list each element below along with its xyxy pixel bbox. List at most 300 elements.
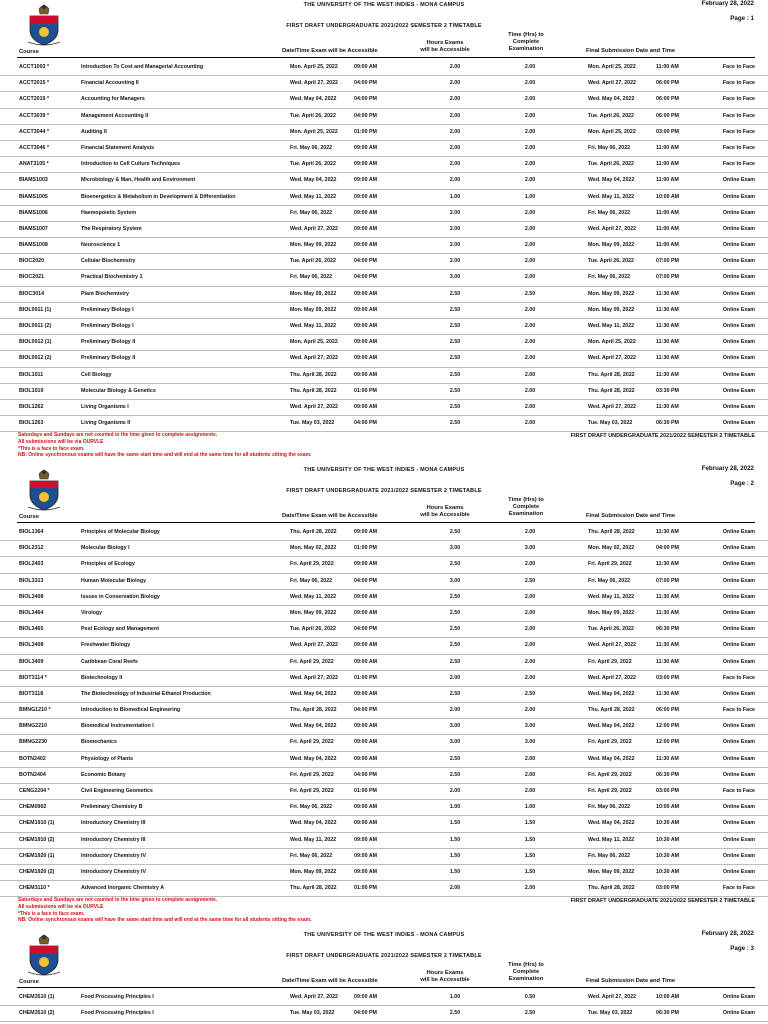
exam-time: 09:00 AM [354, 339, 378, 346]
submission-time: 11:30 AM [656, 755, 679, 762]
exam-mode: Online Exam [722, 1010, 755, 1017]
course-title: Preliminary Chemistry B [81, 804, 143, 811]
table-row [0, 735, 768, 751]
course-code: BIOL3313 [19, 577, 44, 584]
table-row [0, 60, 768, 76]
course-title: Principles of Molecular Biology [81, 529, 160, 535]
submission-date: Fri. May 06, 2022 [588, 852, 631, 859]
submission-date: Mon. May 09, 2022 [588, 242, 635, 249]
time-to-complete: 2.00 [524, 209, 536, 216]
submission-date: Mon. April 25, 2022 [588, 64, 636, 70]
course-code: ACCT1003 * [19, 64, 50, 70]
hours-accessible: 2.50 [449, 323, 461, 329]
course-code: ACCT3039 * [19, 112, 50, 119]
hours-accessible: 2.50 [449, 690, 461, 697]
table-row [0, 76, 768, 92]
submission-date: Mon. May 09, 2022 [588, 290, 635, 297]
exam-date: Thu. April 28, 2022 [290, 371, 337, 378]
hours-accessible: 1.50 [449, 836, 461, 843]
course-code: BMNG2210 [19, 723, 47, 730]
course-code: BIAMS1007 [19, 225, 48, 232]
exam-mode: Online Exam [722, 355, 755, 362]
submission-time: 06:00 PM [656, 707, 679, 714]
course-title: Caribbean Coral Reefs [81, 658, 138, 665]
submission-date: Wed. May 04, 2022 [588, 723, 635, 730]
submission-date: Thu. April 28, 2022 [588, 387, 635, 394]
exam-date: Mon. May 09, 2022 [290, 609, 337, 616]
time-to-complete: 3.00 [524, 723, 536, 730]
submission-time: 10:00 AM [656, 193, 680, 200]
exam-mode: Online Exam [722, 755, 755, 762]
table-row [0, 400, 768, 416]
submission-time: 03:00 PM [656, 674, 679, 681]
column-header-time-to-complete: Time (Hrs) to Complete Examination [508, 962, 544, 982]
timetable-page [0, 465, 768, 930]
submission-time: 06:30 PM [656, 420, 679, 427]
table-row [0, 125, 768, 141]
course-code: BIOL0011 (1) [19, 306, 52, 313]
exam-date: Wed. April 27, 2022 [290, 403, 338, 410]
course-title: Neuroscience 1 [81, 242, 121, 249]
course-title: Principles of Ecology [81, 561, 135, 568]
course-code: BMNG1210 * [19, 707, 51, 714]
submission-date: Thu. April 28, 2022 [588, 707, 635, 714]
exam-time: 01:00 PM [354, 674, 377, 681]
submission-time: 10:00 AM [656, 804, 680, 811]
table-row [0, 141, 768, 157]
course-title: Cellular Biochemistry [81, 258, 136, 265]
submission-time: 03:30 PM [656, 387, 679, 394]
submission-date: Thu. April 28, 2022 [588, 529, 635, 535]
course-title: Biotechnology II [81, 674, 123, 681]
course-code: CHEM1910 (1) [19, 820, 55, 827]
submission-date: Mon. May 09, 2022 [588, 868, 635, 875]
hours-accessible: 2.50 [449, 755, 461, 762]
table-row [0, 816, 768, 832]
table-row [0, 638, 768, 654]
time-to-complete: 1.50 [524, 868, 536, 875]
course-code: BIOL2312 [19, 545, 44, 552]
course-code: ACCT2019 * [19, 96, 50, 103]
table-row [0, 109, 768, 125]
exam-time: 01:00 PM [354, 885, 377, 892]
exam-time: 09:00 AM [354, 820, 378, 827]
course-title: Issues in Conservation Biology [81, 593, 160, 600]
course-code: BIOL3465 [19, 626, 44, 633]
hours-accessible: 2.50 [449, 658, 461, 665]
table-row [0, 541, 768, 557]
exam-date: Tue. April 26, 2022 [290, 258, 336, 265]
exam-date: Wed. May 04, 2022 [290, 177, 337, 184]
course-title: Civil Engineering Geometics [81, 788, 153, 794]
table-row [0, 990, 768, 1006]
table-row [0, 335, 768, 351]
exam-time: 04:00 PM [354, 707, 377, 714]
exam-time: 09:00 AM [354, 290, 378, 297]
exam-mode: Online Exam [722, 868, 755, 875]
time-to-complete: 2.50 [524, 577, 536, 584]
course-title: Preliminary Biology I [81, 323, 134, 329]
header-rule [17, 987, 755, 988]
exam-date: Mon. May 09, 2022 [290, 290, 337, 297]
table-row [0, 687, 768, 703]
exam-mode: Online Exam [722, 804, 755, 811]
time-to-complete: 2.00 [524, 144, 536, 151]
course-title: Auditing II [81, 128, 107, 135]
exam-mode: Face to Face [722, 80, 755, 87]
course-code: BIAMS1008 [19, 242, 48, 249]
submission-date: Wed. May 04, 2022 [588, 690, 635, 697]
exam-date: Wed. April 27, 2022 [290, 642, 338, 649]
submission-date: Wed. April 27, 2022 [588, 225, 636, 232]
exam-time: 09:00 AM [354, 209, 378, 216]
time-to-complete: 2.00 [524, 128, 536, 135]
time-to-complete: 2.00 [524, 609, 536, 616]
submission-date: Wed. May 04, 2022 [588, 96, 635, 103]
column-header-time-to-complete: Time (Hrs) to Complete Examination [508, 32, 544, 52]
exam-time: 09:00 AM [354, 306, 378, 313]
exam-date: Fri. May 06, 2022 [290, 852, 333, 859]
course-title: Food Processing Principles I [81, 994, 154, 1000]
exam-time: 09:00 AM [354, 836, 378, 843]
course-title: Introduction To Cost and Managerial Accounting [81, 64, 204, 70]
submission-date: Tue. May 03, 2022 [588, 420, 633, 427]
submission-date: Tue. April 26, 2022 [588, 161, 634, 168]
time-to-complete: 3.00 [524, 739, 536, 746]
exam-time: 09:00 AM [354, 723, 378, 730]
course-title: Management Accounting II [81, 112, 149, 119]
table-row [0, 525, 768, 541]
submission-date: Fri. April 29, 2022 [588, 771, 632, 778]
submission-time: 11:00 AM [656, 242, 679, 249]
hours-accessible: 2.50 [449, 420, 461, 427]
table-row [0, 368, 768, 384]
course-title: Living Organisms I [81, 403, 129, 410]
hours-accessible: 2.50 [449, 771, 461, 778]
course-code: BIOL3408 [19, 642, 44, 649]
time-to-complete: 2.00 [524, 177, 536, 184]
hours-accessible: 3.00 [449, 723, 461, 730]
exam-mode: Online Exam [722, 994, 755, 1000]
page-number: Page : 2 [730, 480, 754, 487]
time-to-complete: 2.00 [524, 755, 536, 762]
column-header-hours: Hours Exams will be Accessible [420, 505, 470, 518]
exam-mode: Online Exam [722, 323, 755, 329]
course-title: Introductory Chemistry III [81, 836, 146, 843]
exam-mode: Online Exam [722, 529, 755, 535]
submission-time: 11:30 AM [656, 609, 679, 616]
submission-date: Mon. May 09, 2022 [588, 609, 635, 616]
course-title: Freshwater Biology [81, 642, 131, 649]
exam-time: 04:00 PM [354, 258, 377, 265]
exam-mode: Face to Face [722, 144, 755, 151]
table-row [0, 606, 768, 622]
course-title: Physiology of Plants [81, 755, 134, 762]
time-to-complete: 1.50 [524, 852, 536, 859]
submission-time: 12:00 PM [656, 739, 679, 746]
exam-date: Fri. May 06, 2022 [290, 274, 333, 281]
column-header-final-submission: Final Submission Date and Time [586, 978, 676, 984]
university-name: THE UNIVERSITY OF THE WEST INDIES - MONA CAMPUS [303, 467, 465, 473]
hours-accessible: 3.00 [449, 545, 461, 552]
exam-date: Fri. April 29, 2022 [290, 739, 334, 746]
course-title: Introduction to Biomedical Engineering [81, 707, 181, 714]
submission-date: Fri. April 29, 2022 [588, 788, 632, 794]
course-code: BIOL0011 (2) [19, 323, 52, 329]
course-title: Bioenergetics & Metabolism in Development & Differentiation [81, 193, 236, 200]
hours-accessible: 1.00 [449, 994, 461, 1000]
course-code: BMNG2230 [19, 739, 47, 746]
exam-date: Fri. April 29, 2022 [290, 771, 334, 778]
course-title: Food Processing Principles I [81, 1010, 154, 1017]
course-title: Biomedical Instrumentation I [81, 723, 154, 730]
exam-date: Wed. April 27, 2022 [290, 80, 338, 87]
course-title: Human Molecular Biology [81, 577, 147, 584]
exam-date: Tue. May 03, 2022 [290, 1010, 335, 1017]
exam-time: 04:00 PM [354, 80, 377, 87]
exam-date: Tue. April 26, 2022 [290, 626, 336, 633]
time-to-complete: 1.50 [524, 836, 536, 843]
hours-accessible: 2.00 [449, 112, 461, 119]
hours-accessible: 2.50 [449, 306, 461, 313]
table-row [0, 1006, 768, 1022]
table-row [0, 416, 768, 432]
column-header-course: Course [19, 979, 39, 985]
course-title: Molecular Biology I [81, 545, 130, 552]
course-title: Preliminary Biology I [81, 306, 134, 313]
hours-accessible: 2.00 [449, 209, 461, 216]
course-code: BIOL1263 [19, 420, 44, 427]
exam-mode: Face to Face [722, 161, 755, 168]
exam-mode: Face to Face [722, 674, 755, 681]
submission-time: 10:30 AM [656, 836, 680, 843]
course-code: BIOL3408 [19, 593, 44, 600]
exam-mode: Online Exam [722, 642, 755, 649]
submission-date: Wed. April 27, 2022 [588, 355, 636, 362]
course-code: BIOL2403 [19, 561, 44, 568]
course-title: Virology [81, 609, 103, 616]
exam-date: Fri. May 06, 2022 [290, 144, 333, 151]
exam-date: Wed. May 11, 2022 [290, 193, 337, 200]
table-row [0, 655, 768, 671]
course-code: BIOL1019 [19, 387, 44, 394]
course-code: ACCT3044 * [19, 128, 50, 135]
time-to-complete: 2.00 [524, 387, 536, 394]
time-to-complete: 2.00 [524, 64, 536, 70]
exam-time: 09:00 AM [354, 642, 378, 649]
timetable-title: FIRST DRAFT UNDERGRADUATE 2021/2022 SEMESTER 2 TIMETABLE [286, 488, 482, 494]
time-to-complete: 0.50 [524, 994, 536, 1000]
course-code: BIOT3114 * [19, 674, 47, 681]
course-code: BIOL1262 [19, 403, 44, 410]
time-to-complete: 2.00 [524, 658, 536, 665]
exam-time: 09:00 AM [354, 609, 378, 616]
hours-accessible: 2.50 [449, 387, 461, 394]
hours-accessible: 1.50 [449, 820, 461, 827]
exam-time: 09:00 AM [354, 161, 378, 168]
hours-accessible: 2.50 [449, 290, 461, 297]
exam-mode: Online Exam [722, 193, 755, 200]
submission-date: Fri. May 06, 2022 [588, 209, 631, 216]
exam-mode: Online Exam [722, 739, 755, 746]
course-code: BIOC3014 [19, 290, 45, 297]
exam-time: 09:00 AM [354, 658, 378, 665]
exam-time: 09:00 AM [354, 64, 378, 70]
exam-date: Mon. May 02, 2022 [290, 545, 337, 552]
exam-date: Fri. May 06, 2022 [290, 209, 333, 216]
submission-date: Tue. April 26, 2022 [588, 258, 634, 265]
time-to-complete: 1.50 [524, 820, 536, 827]
exam-mode: Face to Face [722, 707, 755, 714]
exam-time: 09:00 AM [354, 371, 378, 378]
exam-date: Wed. May 04, 2022 [290, 723, 337, 730]
column-header-datetime: Date/Time Exam will be Accessible [282, 48, 378, 54]
time-to-complete: 2.00 [524, 112, 536, 119]
table-row [0, 671, 768, 687]
time-to-complete: 2.00 [524, 161, 536, 168]
exam-mode: Online Exam [722, 209, 755, 216]
time-to-complete: 2.50 [524, 290, 536, 297]
exam-time: 04:00 PM [354, 626, 377, 633]
course-code: BOTN2402 [19, 755, 46, 762]
table-row [0, 752, 768, 768]
course-code: BIOL1011 [19, 371, 44, 378]
exam-date: Fri. May 06, 2022 [290, 577, 333, 584]
exam-date: Wed. May 11, 2022 [290, 593, 337, 600]
timetable-rows [0, 525, 768, 897]
exam-mode: Online Exam [722, 339, 755, 346]
submission-date: Wed. May 11, 2022 [588, 323, 635, 329]
course-title: Introductory Chemistry III [81, 820, 146, 827]
exam-mode: Online Exam [722, 771, 755, 778]
exam-time: 04:00 PM [354, 771, 377, 778]
column-header-final-submission: Final Submission Date and Time [586, 48, 676, 54]
exam-date: Wed. May 04, 2022 [290, 755, 337, 762]
hours-accessible: 2.00 [449, 707, 461, 714]
course-title: Practical Biochemistry 1 [81, 274, 143, 281]
exam-mode: Face to Face [722, 64, 755, 70]
column-header-time-to-complete: Time (Hrs) to Complete Examination [508, 497, 544, 517]
course-title: Introductory Chemistry IV [81, 852, 147, 859]
submission-time: 11:30 AM [656, 658, 679, 665]
report-date: February 28, 2022 [701, 930, 754, 937]
exam-date: Thu. April 28, 2022 [290, 707, 337, 714]
report-date: February 28, 2022 [701, 0, 754, 7]
exam-date: Wed. May 11, 2022 [290, 323, 337, 329]
course-title: Preliminary Biology II [81, 355, 136, 362]
course-title: Plant Biochemistry [81, 290, 129, 297]
submission-date: Wed. April 27, 2022 [588, 80, 636, 87]
table-row [0, 173, 768, 189]
submission-time: 07:00 PM [656, 258, 679, 265]
exam-time: 09:00 AM [354, 323, 378, 329]
course-code: BOTN2404 [19, 771, 46, 778]
submission-time: 06:30 PM [656, 771, 679, 778]
course-code: CENG2204 * [19, 788, 50, 794]
exam-time: 09:00 AM [354, 242, 378, 249]
table-row [0, 384, 768, 400]
table-row [0, 303, 768, 319]
submission-time: 11:30 AM [656, 290, 679, 297]
hours-accessible: 1.00 [449, 193, 461, 200]
hours-accessible: 2.00 [449, 177, 461, 184]
hours-accessible: 2.50 [449, 561, 461, 568]
course-code: CHEM1910 (2) [19, 836, 55, 843]
exam-time: 09:00 AM [354, 144, 378, 151]
table-row [0, 157, 768, 173]
time-to-complete: 2.00 [524, 885, 536, 892]
exam-date: Wed. April 27, 2022 [290, 994, 338, 1000]
hours-accessible: 2.00 [449, 225, 461, 232]
table-row [0, 622, 768, 638]
exam-date: Mon. April 25, 2022 [290, 64, 338, 70]
exam-date: Thu. April 28, 2022 [290, 529, 337, 535]
exam-mode: Online Exam [722, 836, 755, 843]
timetable-rows [0, 990, 768, 1022]
time-to-complete: 2.00 [524, 642, 536, 649]
time-to-complete: 2.00 [524, 403, 536, 410]
course-code: CHEM1920 (1) [19, 852, 55, 859]
timetable-page [0, 930, 768, 1024]
column-header-datetime: Date/Time Exam will be Accessible [282, 513, 378, 519]
table-row [0, 574, 768, 590]
footer-title: FIRST DRAFT UNDERGRADUATE 2021/2022 SEMESTER 2 TIMETABLE [570, 433, 755, 439]
hours-accessible: 2.50 [449, 529, 461, 535]
course-title: Preliminary Biology II [81, 339, 136, 346]
exam-time: 04:00 PM [354, 274, 377, 281]
time-to-complete: 2.00 [524, 707, 536, 714]
course-code: BIOL1364 [19, 529, 44, 535]
column-header-hours: Hours Exams will be Accessible [420, 970, 470, 983]
table-row [0, 849, 768, 865]
exam-date: Mon. April 25, 2022 [290, 339, 338, 346]
exam-mode: Face to Face [722, 788, 755, 794]
table-row [0, 92, 768, 108]
exam-mode: Online Exam [722, 274, 755, 281]
exam-time: 09:00 AM [354, 193, 378, 200]
exam-time: 09:00 AM [354, 868, 378, 875]
submission-date: Mon. April 25, 2022 [588, 339, 636, 346]
table-row [0, 222, 768, 238]
exam-time: 09:00 AM [354, 529, 378, 535]
timetable-page [0, 0, 768, 465]
time-to-complete: 1.00 [524, 193, 536, 200]
hours-accessible: 2.50 [449, 1010, 461, 1017]
course-title: Financial Accounting II [81, 80, 139, 87]
exam-date: Wed. April 27, 2022 [290, 355, 338, 362]
submission-date: Wed. April 27, 2022 [588, 674, 636, 681]
submission-time: 06:00 PM [656, 80, 679, 87]
exam-mode: Online Exam [722, 387, 755, 394]
exam-time: 01:00 PM [354, 788, 377, 794]
submission-time: 11:00 AM [656, 177, 679, 184]
exam-date: Wed. April 27, 2022 [290, 674, 338, 681]
exam-time: 04:00 PM [354, 577, 377, 584]
course-code: CHEM0902 [19, 804, 47, 811]
course-code: CHEM3110 * [19, 885, 50, 892]
submission-date: Tue. April 26, 2022 [588, 626, 634, 633]
exam-time: 01:00 PM [354, 387, 377, 394]
submission-time: 06:00 PM [656, 112, 679, 119]
column-header-hours: Hours Exams will be Accessible [420, 40, 470, 53]
submission-date: Tue. May 03, 2022 [588, 1010, 633, 1017]
exam-date: Fri. May 06, 2022 [290, 804, 333, 811]
exam-date: Wed. May 04, 2022 [290, 690, 337, 697]
course-title: Financial Statement Analysis [81, 144, 155, 151]
exam-mode: Online Exam [722, 290, 755, 297]
hours-accessible: 3.00 [449, 739, 461, 746]
submission-time: 11:30 AM [656, 323, 679, 329]
